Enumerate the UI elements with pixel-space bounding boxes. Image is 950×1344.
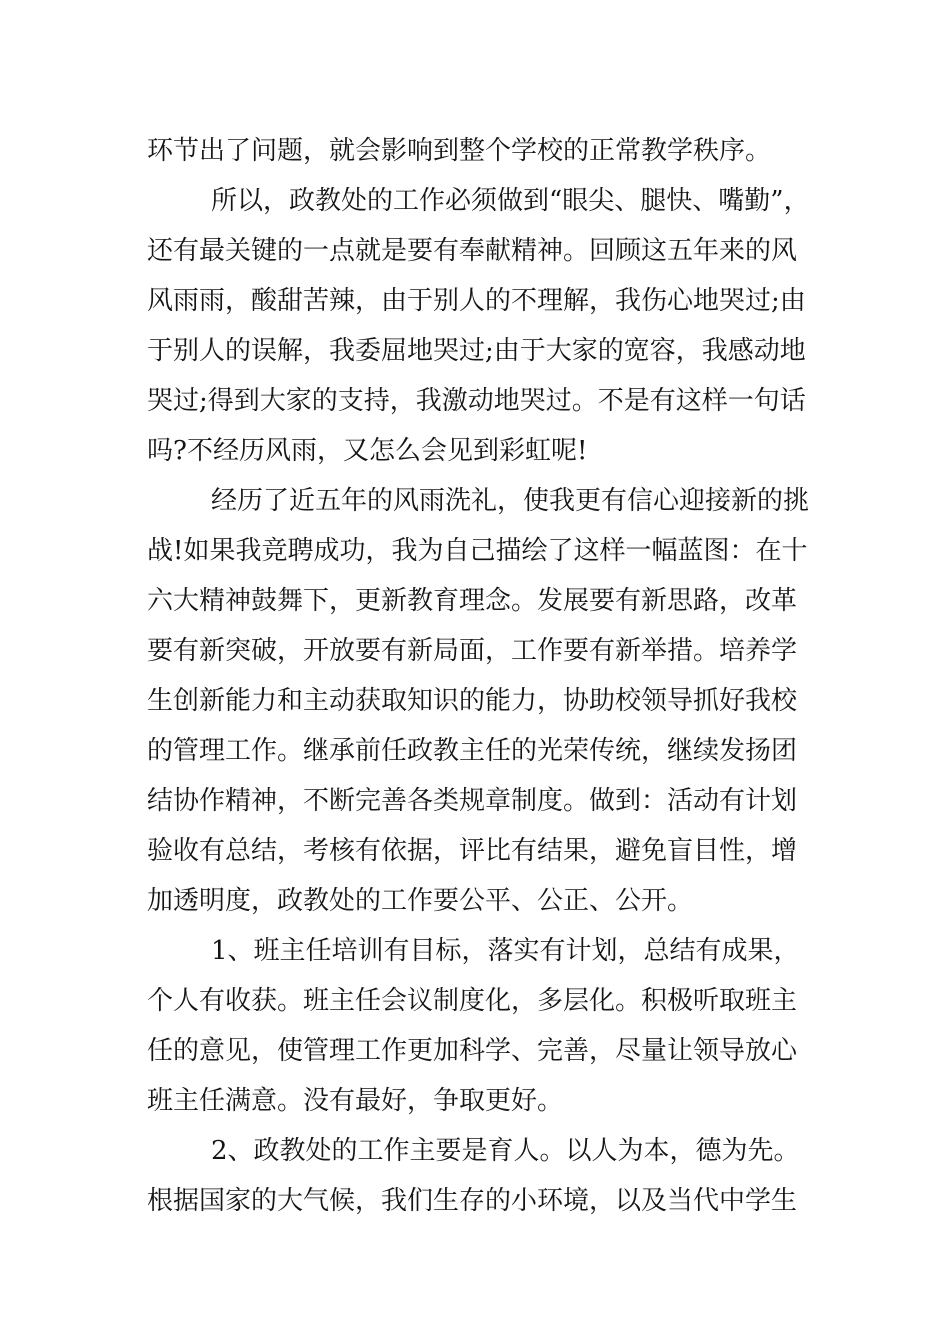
text-line: 个人有收获。班主任会议制度化，多层化。积极听取班主 <box>147 986 798 1016</box>
text-line: 哭过;得到大家的支持，我激动地哭过。不是有这样一句话 <box>147 386 806 416</box>
text-line: 所以，政教处的工作必须做到“眼尖、腿快、嘴勤”， <box>211 186 810 216</box>
text-line: 战!如果我竞聘成功，我为自己描绘了这样一幅蓝图：在十 <box>147 536 808 566</box>
text-line: 还有最关键的一点就是要有奉献精神。回顾这五年来的风 <box>147 236 798 266</box>
text-line: 风雨雨，酸甜苦辣，由于别人的不理解，我伤心地哭过;由 <box>147 286 806 316</box>
text-line: 要有新突破，开放要有新局面，工作要有新举措。培养学 <box>147 636 798 666</box>
text-line: 1、班主任培训有目标，落实有计划，总结有成果， <box>211 936 800 966</box>
text-line: 六大精神鼓舞下，更新教育理念。发展要有新思路，改革 <box>147 586 798 616</box>
text-line: 验收有总结，考核有依据，评比有结果，避免盲目性，增 <box>147 836 798 866</box>
text-line: 环节出了问题，就会影响到整个学校的正常教学秩序。 <box>147 136 772 166</box>
text-line: 结协作精神，不断完善各类规章制度。做到：活动有计划 <box>147 786 798 816</box>
text-line: 2、政教处的工作主要是育人。以人为本，德为先。 <box>211 1136 800 1166</box>
text-line: 于别人的误解，我委屈地哭过;由于大家的宽容，我感动地 <box>147 336 806 366</box>
text-line: 任的意见，使管理工作更加科学、完善，尽量让领导放心 <box>147 1036 798 1066</box>
text-line: 的管理工作。继承前任政教主任的光荣传统，继续发扬团 <box>147 736 798 766</box>
text-line: 经历了近五年的风雨洗礼，使我更有信心迎接新的挑 <box>211 486 810 516</box>
text-line: 生创新能力和主动获取知识的能力，协助校领导抓好我校 <box>147 686 798 716</box>
body-text <box>147 126 812 1226</box>
text-line: 吗?不经历风雨，又怎么会见到彩虹呢! <box>147 436 588 466</box>
text-line: 加透明度，政教处的工作要公平、公正、公开。 <box>147 886 694 916</box>
text-line: 根据国家的大气候，我们生存的小环境，以及当代中学生 <box>147 1186 798 1216</box>
text-line: 班主任满意。没有最好，争取更好。 <box>147 1086 564 1116</box>
